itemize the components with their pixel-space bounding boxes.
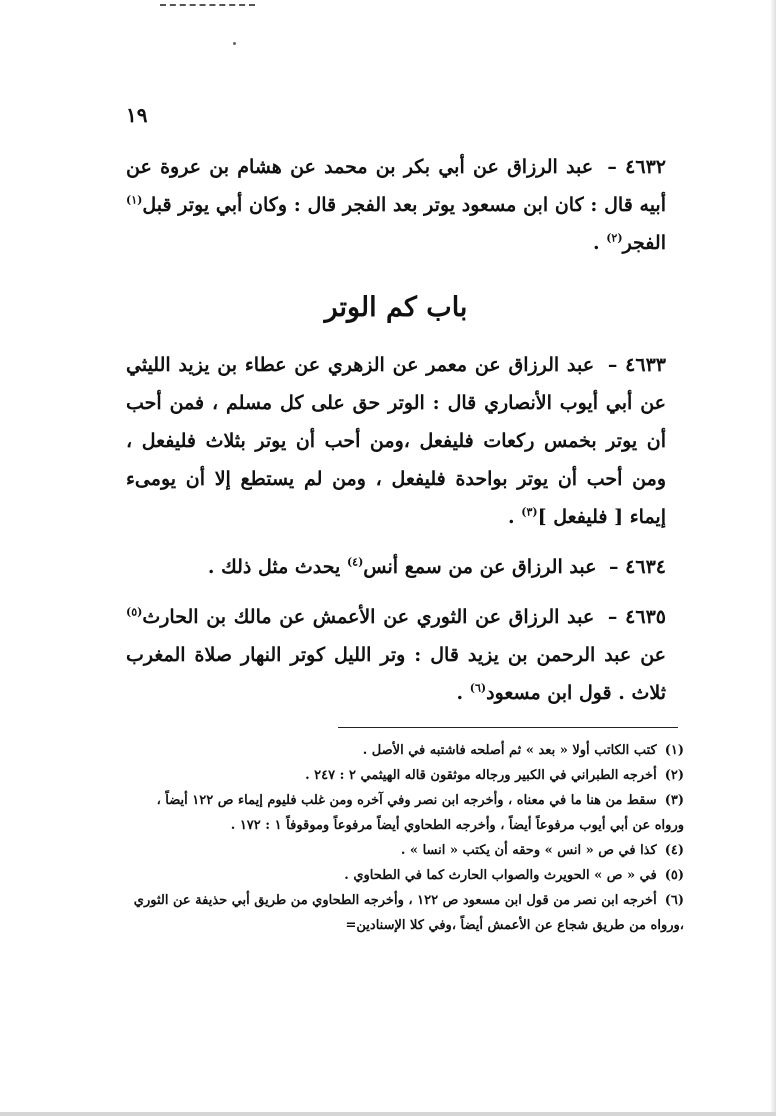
footnote-4 xyxy=(128,838,684,863)
footnote-number: (٣) xyxy=(664,793,684,808)
hadith-text: . xyxy=(456,682,470,704)
footnote-ref[interactable]: (٢) xyxy=(606,231,623,245)
footnote-1 xyxy=(128,738,684,763)
footnote-text: سقط من هنا ما في معناه ، وأخرجه ابن نصر وفي آخره ومن غلب فليوم إيماء ص ١٢٢ أيضاً ، ورواه عن أبي أيوب مرفوعاً أيضاً ، وأخرجه الطحاوي أيضاً مرفوعاً وموقوفاً ١ : ١٧٢ . xyxy=(156,793,684,833)
footnote-text: في « ص » الحويرث والصواب الحارث كما في الطحاوي . xyxy=(344,868,657,883)
scan-artifact-line xyxy=(160,4,255,6)
footnotes xyxy=(128,738,684,938)
hadith-4632 xyxy=(126,148,666,262)
footnote-ref[interactable]: (٦) xyxy=(469,681,487,695)
footnote-separator xyxy=(338,727,678,728)
footnote-number: (٤) xyxy=(664,843,684,858)
hadith-text: . xyxy=(592,232,607,254)
hadith-number: ٤٦٣٤ – xyxy=(609,556,666,578)
footnote-3 xyxy=(128,788,684,838)
hadith-text: عبد الرزاق عن معمر عن الزهري عن عطاء بن يزيد الليثي عن أبي أيوب الأنصاري قال : الوتر حق على كل مسلم ، فمن أحب أن يوتر بخمس ركعات فليفعل ،ومن أحب أن يوتر بثلاث فليفعل ، ومن أحب أن يوتر بواحدة فليفعل ، ومن لم يستطع إلا أن يومىء إيماء [ فليفعل ] xyxy=(126,354,666,528)
footnote-text: أخرجه الطبراني في الكبير ورجاله موثقون قاله الهيثمي ٢ : ٢٤٧ . xyxy=(305,768,657,783)
page-edge-shadow xyxy=(770,0,776,1116)
footnote-number: (٦) xyxy=(664,893,684,908)
hadith-number: ٤٦٣٥ – xyxy=(607,606,666,628)
footnote-6 xyxy=(128,888,684,938)
hadith-text: عبد الرزاق عن الثوري عن الأعمش عن مالك بن الحارث xyxy=(142,606,595,628)
hadith-4634 xyxy=(126,548,666,586)
footnote-number: (٥) xyxy=(664,868,684,883)
hadith-number: ٤٦٣٣ – xyxy=(607,354,666,376)
main-text xyxy=(126,148,666,724)
hadith-number: ٤٦٣٢ – xyxy=(607,156,666,178)
footnote-number: (٢) xyxy=(664,768,684,783)
footnote-text: كتب الكاتب أولا « بعد » ثم أصلحه فاشتبه في الأصل . xyxy=(362,743,657,758)
footnote-ref[interactable]: (١) xyxy=(126,193,143,207)
hadith-text: عبد الرزاق عن من سمع أنس xyxy=(363,556,597,578)
footnote-5 xyxy=(128,863,684,888)
page-number: ١٩ xyxy=(126,103,148,127)
footnote-text: أخرجه ابن نصر من قول ابن مسعود ص ١٢٢ ، وأخرجه الطحاوي من طريق أبي حذيفة عن الثوري ،ورواه من طريق شجاع عن الأعمش أيضاً ،وفي كلا الإسنادين= xyxy=(133,893,684,933)
scan-artifact-dot xyxy=(233,42,236,45)
hadith-text: الفجر xyxy=(622,232,666,254)
chapter-heading: باب كم الوتر xyxy=(324,292,468,323)
footnote-ref[interactable]: (٣) xyxy=(521,505,538,519)
footnote-ref[interactable]: (٥) xyxy=(126,605,143,619)
footnote-number: (١) xyxy=(664,743,684,758)
hadith-text: عن عبد الرحمن بن يزيد قال : وتر الليل كوتر النهار صلاة المغرب ثلاث . قول ابن مسعود xyxy=(126,644,666,704)
hadith-text: عبد الرزاق عن أبي بكر بن محمد عن هشام بن عروة عن أبيه قال : كان ابن مسعود يوتر بعد الفجر قال : وكان أبي يوتر قبل xyxy=(126,156,666,216)
hadith-4635 xyxy=(126,598,666,712)
footnote-2 xyxy=(128,763,684,788)
hadith-text: يحدث مثل ذلك . xyxy=(207,556,347,578)
hadith-text: . xyxy=(508,506,522,528)
page-bottom-edge xyxy=(0,1112,776,1116)
footnote-text: كذا في ص « انس » وحقه أن يكتب « انسا » . xyxy=(400,843,657,858)
hadith-4633 xyxy=(126,346,666,536)
footnote-ref[interactable]: (٤) xyxy=(346,555,364,569)
